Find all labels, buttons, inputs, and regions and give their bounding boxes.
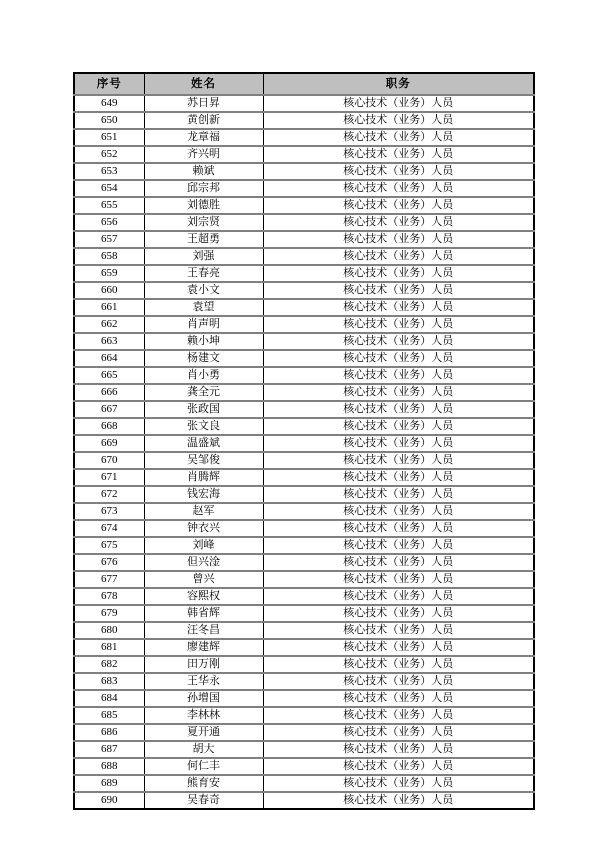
cell-position: 核心技术（业务）人员 (263, 112, 534, 129)
cell-name: 张文良 (144, 418, 263, 435)
cell-serial-number: 671 (74, 469, 144, 486)
cell-position: 核心技术（业务）人员 (263, 384, 534, 401)
table-row (74, 486, 534, 503)
cell-serial-number: 673 (74, 503, 144, 520)
cell-serial-number: 663 (74, 333, 144, 350)
table-row (74, 384, 534, 401)
table-row (74, 333, 534, 350)
cell-name: 刘强 (144, 248, 263, 265)
cell-name: 刘宗贤 (144, 214, 263, 231)
cell-serial-number: 690 (74, 792, 144, 809)
cell-name: 肖腾辉 (144, 469, 263, 486)
table-row (74, 673, 534, 690)
cell-serial-number: 652 (74, 146, 144, 163)
cell-serial-number: 670 (74, 452, 144, 469)
table-row (74, 775, 534, 792)
cell-serial-number: 676 (74, 554, 144, 571)
table-row (74, 741, 534, 758)
table-row (74, 214, 534, 231)
cell-name: 廖建辉 (144, 639, 263, 656)
cell-position: 核心技术（业务）人员 (263, 401, 534, 418)
table-row (74, 146, 534, 163)
table-row (74, 316, 534, 333)
cell-name: 黄创新 (144, 112, 263, 129)
cell-serial-number: 682 (74, 656, 144, 673)
cell-serial-number: 688 (74, 758, 144, 775)
cell-position: 核心技术（业务）人员 (263, 758, 534, 775)
cell-position: 核心技术（业务）人员 (263, 690, 534, 707)
cell-serial-number: 660 (74, 282, 144, 299)
cell-serial-number: 659 (74, 265, 144, 282)
cell-name: 龙章福 (144, 129, 263, 146)
cell-name: 邱宗邦 (144, 180, 263, 197)
cell-position: 核心技术（业务）人员 (263, 775, 534, 792)
cell-serial-number: 687 (74, 741, 144, 758)
table-row (74, 265, 534, 282)
cell-name: 齐兴明 (144, 146, 263, 163)
cell-serial-number: 672 (74, 486, 144, 503)
cell-position: 核心技术（业务）人员 (263, 435, 534, 452)
table-row (74, 350, 534, 367)
cell-serial-number: 686 (74, 724, 144, 741)
cell-name: 刘德胜 (144, 197, 263, 214)
table-row (74, 231, 534, 248)
cell-name: 熊育安 (144, 775, 263, 792)
cell-position: 核心技术（业务）人员 (263, 724, 534, 741)
cell-position: 核心技术（业务）人员 (263, 248, 534, 265)
cell-serial-number: 655 (74, 197, 144, 214)
cell-name: 肖小勇 (144, 367, 263, 384)
table-row (74, 503, 534, 520)
cell-serial-number: 664 (74, 350, 144, 367)
table-row (74, 95, 534, 112)
cell-position: 核心技术（业务）人员 (263, 129, 534, 146)
table-row (74, 537, 534, 554)
cell-name: 孙增国 (144, 690, 263, 707)
cell-serial-number: 649 (74, 95, 144, 112)
cell-name: 杨建文 (144, 350, 263, 367)
cell-position: 核心技术（业务）人员 (263, 792, 534, 809)
table-row (74, 792, 534, 809)
cell-serial-number: 667 (74, 401, 144, 418)
cell-name: 刘峰 (144, 537, 263, 554)
cell-position: 核心技术（业务）人员 (263, 656, 534, 673)
table-row (74, 452, 534, 469)
cell-name: 苏日昇 (144, 95, 263, 112)
cell-position: 核心技术（业务）人员 (263, 707, 534, 724)
table-row (74, 299, 534, 316)
cell-position: 核心技术（业务）人员 (263, 639, 534, 656)
cell-name: 袁望 (144, 299, 263, 316)
cell-position: 核心技术（业务）人员 (263, 197, 534, 214)
table-header-row (74, 73, 534, 95)
cell-name: 曾兴 (144, 571, 263, 588)
cell-serial-number: 689 (74, 775, 144, 792)
cell-name: 吴春奇 (144, 792, 263, 809)
cell-serial-number: 675 (74, 537, 144, 554)
cell-position: 核心技术（业务）人员 (263, 605, 534, 622)
cell-serial-number: 666 (74, 384, 144, 401)
cell-serial-number: 651 (74, 129, 144, 146)
table-row (74, 554, 534, 571)
cell-name: 胡大 (144, 741, 263, 758)
table-row (74, 724, 534, 741)
cell-name: 何仁丰 (144, 758, 263, 775)
table-row (74, 367, 534, 384)
cell-position: 核心技术（业务）人员 (263, 741, 534, 758)
cell-serial-number: 669 (74, 435, 144, 452)
cell-serial-number: 665 (74, 367, 144, 384)
table-row (74, 418, 534, 435)
cell-position: 核心技术（业务）人员 (263, 537, 534, 554)
cell-serial-number: 674 (74, 520, 144, 537)
cell-name: 但兴淦 (144, 554, 263, 571)
cell-name: 李林林 (144, 707, 263, 724)
table-row (74, 758, 534, 775)
cell-position: 核心技术（业务）人员 (263, 146, 534, 163)
table-row (74, 282, 534, 299)
cell-position: 核心技术（业务）人员 (263, 333, 534, 350)
cell-serial-number: 654 (74, 180, 144, 197)
cell-name: 韩省辉 (144, 605, 263, 622)
cell-position: 核心技术（业务）人员 (263, 316, 534, 333)
cell-name: 龚全元 (144, 384, 263, 401)
table-row (74, 163, 534, 180)
cell-serial-number: 653 (74, 163, 144, 180)
cell-position: 核心技术（业务）人员 (263, 214, 534, 231)
column-header-serial-number: 序号 (74, 73, 144, 95)
table-row (74, 112, 534, 129)
table-row (74, 469, 534, 486)
column-header-position: 职务 (263, 73, 534, 95)
cell-serial-number: 683 (74, 673, 144, 690)
cell-serial-number: 658 (74, 248, 144, 265)
cell-position: 核心技术（业务）人员 (263, 163, 534, 180)
cell-serial-number: 679 (74, 605, 144, 622)
column-header-name: 姓名 (144, 73, 263, 95)
cell-name: 钟衣兴 (144, 520, 263, 537)
table-row (74, 197, 534, 214)
table-row (74, 180, 534, 197)
personnel-table (73, 72, 535, 810)
table-row (74, 639, 534, 656)
cell-name: 王春亮 (144, 265, 263, 282)
table-row (74, 622, 534, 639)
table-row (74, 248, 534, 265)
cell-name: 吴邹俊 (144, 452, 263, 469)
cell-position: 核心技术（业务）人员 (263, 469, 534, 486)
cell-position: 核心技术（业务）人员 (263, 554, 534, 571)
cell-serial-number: 662 (74, 316, 144, 333)
table-row (74, 435, 534, 452)
cell-position: 核心技术（业务）人员 (263, 95, 534, 112)
cell-position: 核心技术（业务）人员 (263, 520, 534, 537)
cell-position: 核心技术（业务）人员 (263, 180, 534, 197)
cell-position: 核心技术（业务）人员 (263, 503, 534, 520)
table-row (74, 129, 534, 146)
cell-serial-number: 650 (74, 112, 144, 129)
cell-position: 核心技术（业务）人员 (263, 588, 534, 605)
cell-serial-number: 656 (74, 214, 144, 231)
cell-position: 核心技术（业务）人员 (263, 299, 534, 316)
cell-serial-number: 661 (74, 299, 144, 316)
cell-position: 核心技术（业务）人员 (263, 231, 534, 248)
cell-position: 核心技术（业务）人员 (263, 452, 534, 469)
table-row (74, 520, 534, 537)
cell-name: 袁小文 (144, 282, 263, 299)
table-row (74, 605, 534, 622)
table-row (74, 690, 534, 707)
cell-position: 核心技术（业务）人员 (263, 418, 534, 435)
cell-position: 核心技术（业务）人员 (263, 571, 534, 588)
cell-name: 王超勇 (144, 231, 263, 248)
cell-position: 核心技术（业务）人员 (263, 622, 534, 639)
cell-serial-number: 684 (74, 690, 144, 707)
cell-name: 赖小坤 (144, 333, 263, 350)
cell-serial-number: 681 (74, 639, 144, 656)
cell-serial-number: 668 (74, 418, 144, 435)
cell-name: 容熙权 (144, 588, 263, 605)
table-row (74, 656, 534, 673)
cell-name: 赖斌 (144, 163, 263, 180)
cell-position: 核心技术（业务）人员 (263, 265, 534, 282)
cell-name: 夏开通 (144, 724, 263, 741)
cell-serial-number: 657 (74, 231, 144, 248)
cell-name: 汪冬昌 (144, 622, 263, 639)
cell-position: 核心技术（业务）人员 (263, 282, 534, 299)
cell-name: 温盛斌 (144, 435, 263, 452)
cell-name: 赵军 (144, 503, 263, 520)
table-row (74, 571, 534, 588)
cell-name: 钱宏海 (144, 486, 263, 503)
table-row (74, 401, 534, 418)
cell-serial-number: 677 (74, 571, 144, 588)
table-row (74, 588, 534, 605)
cell-name: 肖声明 (144, 316, 263, 333)
cell-position: 核心技术（业务）人员 (263, 673, 534, 690)
cell-position: 核心技术（业务）人员 (263, 367, 534, 384)
table-row (74, 707, 534, 724)
cell-name: 张政国 (144, 401, 263, 418)
cell-position: 核心技术（业务）人员 (263, 350, 534, 367)
cell-name: 田万刚 (144, 656, 263, 673)
cell-serial-number: 680 (74, 622, 144, 639)
cell-serial-number: 678 (74, 588, 144, 605)
cell-position: 核心技术（业务）人员 (263, 486, 534, 503)
cell-serial-number: 685 (74, 707, 144, 724)
cell-name: 王华永 (144, 673, 263, 690)
